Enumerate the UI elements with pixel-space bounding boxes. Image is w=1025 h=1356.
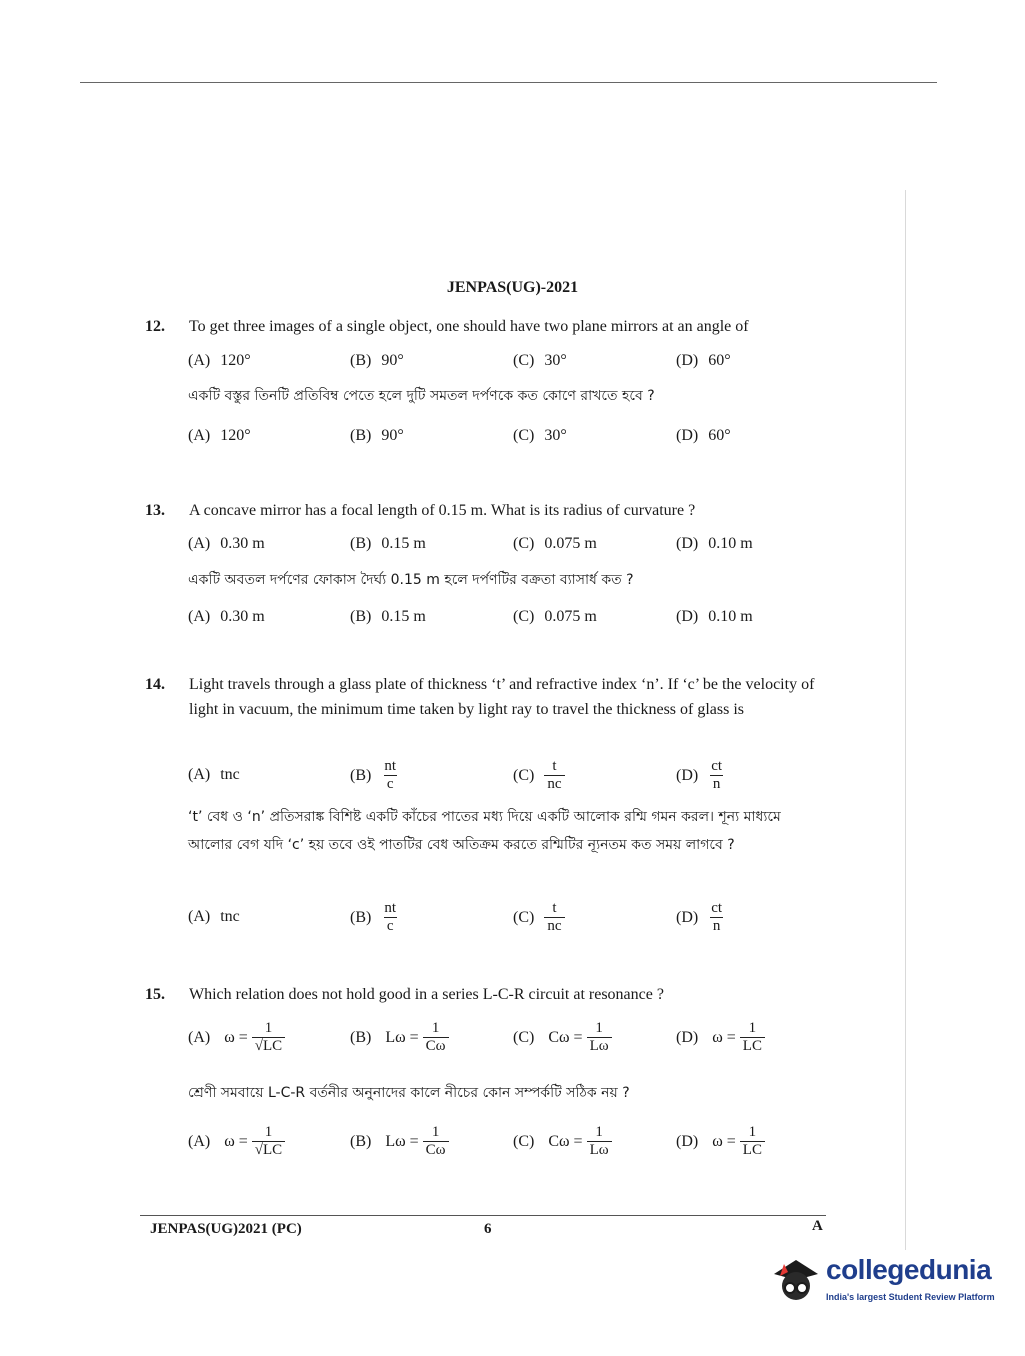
sqrt-sign: √ (254, 1038, 264, 1054)
option-a: (A) tnc (188, 766, 240, 783)
fraction: $\frac{t}{nc}$ (544, 758, 564, 793)
option-c: (C) 30° (513, 427, 567, 444)
question-text-en: To get three images of a single object, one should have two plane mirrors at an angle of (189, 318, 749, 335)
fraction: $\frac{1}{LC}$ (740, 1124, 765, 1159)
question-12 (145, 314, 815, 339)
fraction: $\frac{nt}{c}$ (384, 900, 396, 934)
collegedunia-logo[interactable] (768, 1250, 998, 1310)
fraction: $\frac{1}{C\omega}$ (423, 1020, 449, 1055)
fraction: $\frac{1}{L\omega}$ (587, 1020, 612, 1055)
question-text-bn: একটি অবতল দর্পণের ফোকাস দৈর্ঘ্য 0.15 m হলে দর্পণটির বক্রতা ব্যাসার্ধ কত ? (188, 572, 634, 588)
option-c: (C) 0.075 m (513, 608, 597, 625)
question-set: A (812, 1218, 823, 1234)
question-13 (145, 498, 815, 523)
option-b: (B) 0.15 m (350, 608, 426, 625)
question-text-bn: শ্রেণী সমবায়ে L-C-R বর্তনীর অনুনাদের কালে নীচের কোন সম্পর্কটি সঠিক নয় ? (188, 1085, 630, 1101)
question-14 (145, 672, 815, 722)
fraction: $\frac{ct}{n}$ (711, 758, 723, 792)
option-a: (A) 120° (188, 352, 251, 369)
fraction: $\frac{1}{C\omega}$ (423, 1124, 449, 1159)
question-text-bn: একটি বস্তুর তিনটি প্রতিবিম্ব পেতে হলে দুটি সমতল দর্পণকে কত কোণে রাখতে হবে ? (188, 388, 655, 404)
scan-margin-line (905, 190, 906, 1250)
fraction: $\frac{1}{√LC}$ (252, 1124, 285, 1159)
brand-name: collegedunia (826, 1254, 992, 1285)
option-d: (D) 0.10 m (676, 535, 753, 552)
option-d: (D) 60° (676, 352, 731, 369)
option-a: (A) tnc (188, 908, 240, 925)
option-b: (B) $\frac{nt}{c}$ (350, 900, 399, 935)
option-c: (C) 0.075 m (513, 535, 597, 552)
fraction: $\frac{t}{nc}$ (544, 900, 564, 935)
question-number: 14. (145, 676, 165, 693)
option-a: (A) 0.30 m (188, 535, 265, 552)
option-a: (A) ω = $\frac{1}{√LC}$ (188, 1020, 285, 1055)
option-c: (C) 30° (513, 352, 567, 369)
question-number: 15. (145, 986, 165, 1003)
fraction: $\frac{1}{L\omega}$ (587, 1124, 612, 1159)
option-d: (D) ω = $\frac{1}{LC}$ (676, 1020, 765, 1055)
question-text-en: A concave mirror has a focal length of 0.15 m. What is its radius of curvature ? (189, 502, 696, 519)
question-text-bn: ‘t’ বেধ ও ‘n’ প্রতিসরাঙ্ক বিশিষ্ট একটি কাঁচের পাতের মধ্য দিয়ে একটি আলোক রশ্মি গমন করল। শূন্য মাধ্যমে আলোর বেগ যদি ‘c’ হয় তবে ওই পাতটির বেধ অতিক্রম করতে রশ্মিটির ন্যূনতম কত সময় লাগবে ? (188, 809, 781, 853)
option-b: (B) $\frac{nt}{c}$ (350, 758, 399, 793)
option-b: (B) Lω = $\frac{1}{C\omega}$ (350, 1124, 449, 1159)
option-d: (D) $\frac{ct}{n}$ (676, 900, 725, 935)
option-c: (C) $\frac{t}{nc}$ (513, 758, 565, 793)
option-b: (B) Lω = $\frac{1}{C\omega}$ (350, 1020, 449, 1055)
option-b: (B) 90° (350, 352, 404, 369)
fraction: $\frac{1}{√LC}$ (252, 1020, 285, 1055)
page-header: JENPAS(UG)-2021 (446, 279, 579, 296)
brand-tagline: India's largest Student Review Platform (826, 1292, 995, 1302)
option-d: (D) 0.10 m (676, 608, 753, 625)
option-d: (D) 60° (676, 427, 731, 444)
fraction: $\frac{ct}{n}$ (711, 900, 723, 934)
option-a: (A) ω = $\frac{1}{√LC}$ (188, 1124, 285, 1159)
option-c: (C) Cω = $\frac{1}{L\omega}$ (513, 1020, 612, 1055)
sqrt-sign: √ (254, 1142, 264, 1158)
fraction: $\frac{1}{LC}$ (740, 1020, 765, 1055)
option-d: (D) ω = $\frac{1}{LC}$ (676, 1124, 765, 1159)
option-b: (B) 0.15 m (350, 535, 426, 552)
option-a: (A) 0.30 m (188, 608, 265, 625)
question-text-en: Which relation does not hold good in a series L-C-R circuit at resonance ? (189, 986, 664, 1003)
option-c: (C) $\frac{t}{nc}$ (513, 900, 565, 935)
option-a: (A) 120° (188, 427, 251, 444)
footer-rule (140, 1215, 826, 1216)
question-number: 12. (145, 318, 165, 335)
top-rule (80, 82, 937, 83)
page-number: 6 (484, 1221, 492, 1237)
option-b: (B) 90° (350, 427, 404, 444)
footer-paper-code: JENPAS(UG)2021 (PC) (150, 1221, 302, 1237)
question-number: 13. (145, 502, 165, 519)
question-15 (145, 982, 815, 1007)
fraction: $\frac{nt}{c}$ (384, 758, 396, 792)
option-c: (C) Cω = $\frac{1}{L\omega}$ (513, 1124, 612, 1159)
option-d: (D) $\frac{ct}{n}$ (676, 758, 725, 793)
question-text-en: Light travels through a glass plate of thickness ‘t’ and refractive index ‘n’. If ‘c’ be the velocity of light in vacuum, the minimum time taken by light ray to travel the thickness of glass is (189, 676, 815, 718)
mascot-icon (768, 1250, 824, 1306)
